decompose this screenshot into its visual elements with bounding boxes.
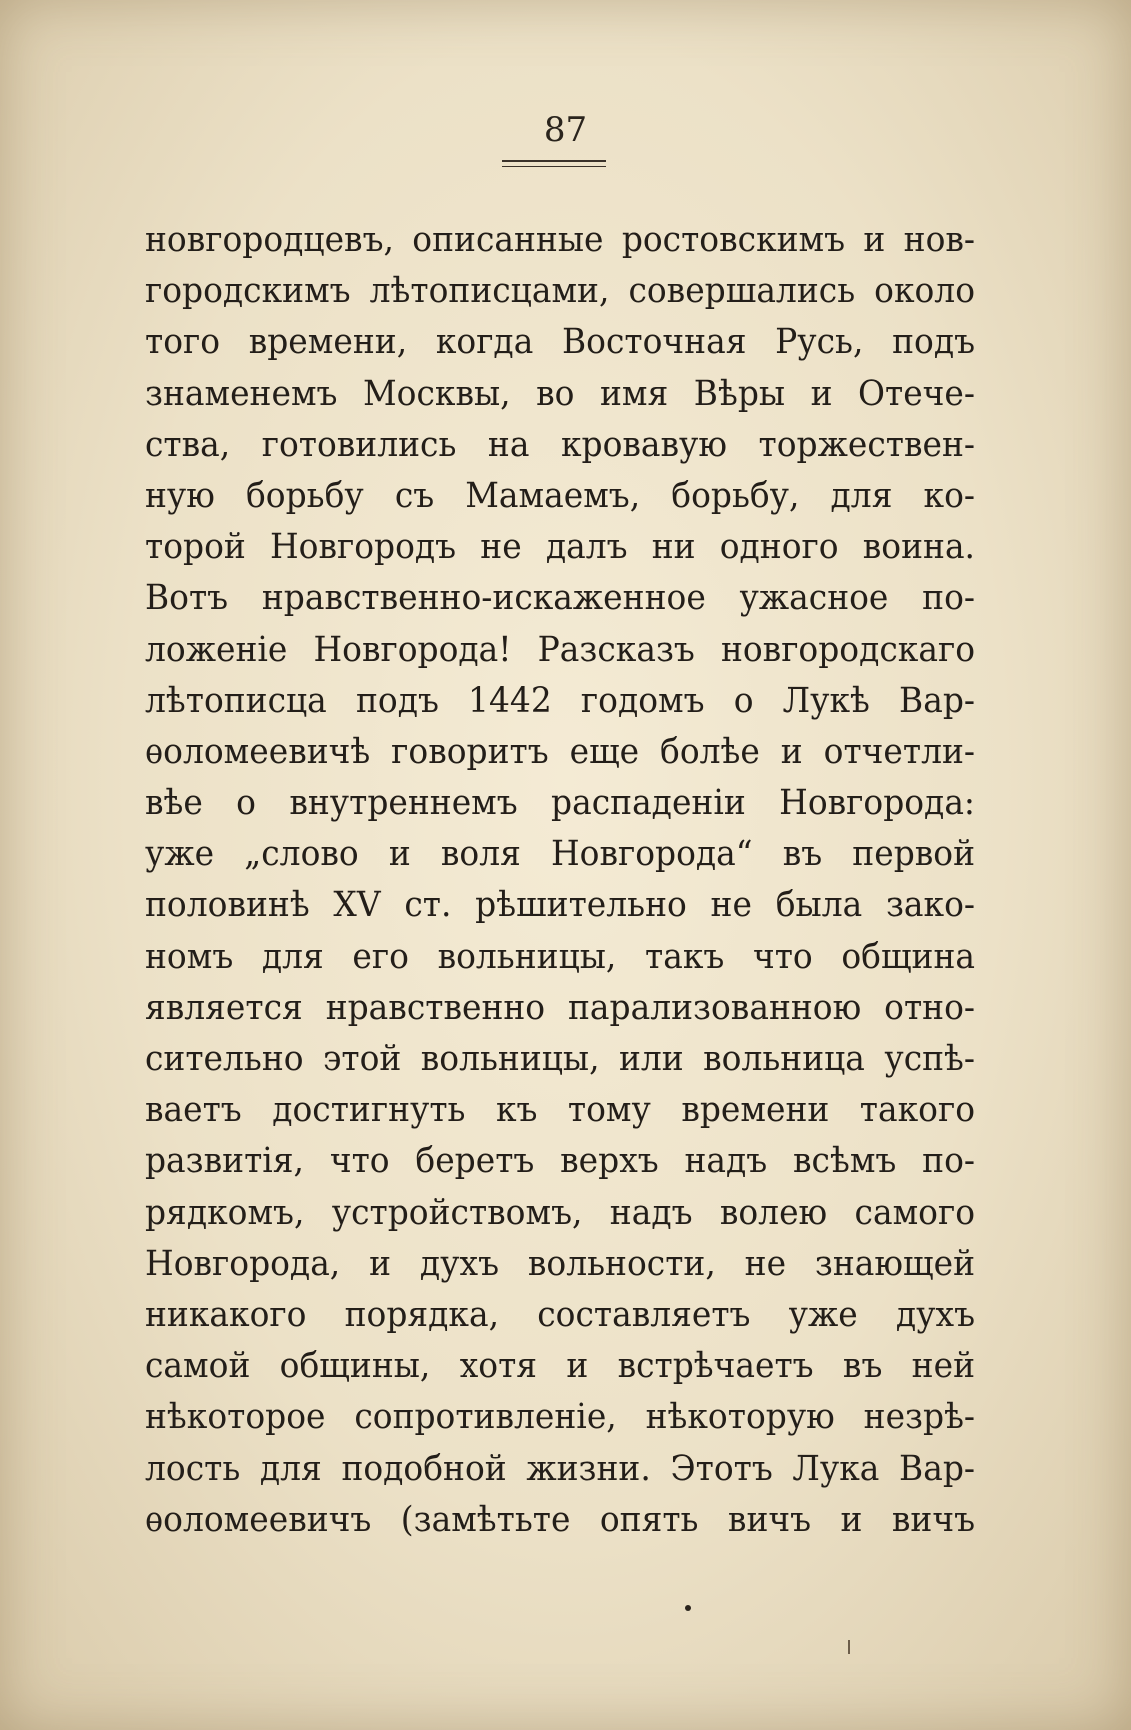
text-line-10: лѣтописца подъ 1442 годомъ о Лукѣ Вар-	[145, 680, 976, 721]
text-line-20: рядкомъ, устройствомъ, надъ волею самого	[145, 1192, 976, 1233]
page-number: 87	[543, 110, 588, 150]
text-line-6: ную борьбу съ Мамаемъ, борьбу, для ко-	[145, 475, 976, 516]
text-line-24: нѣкоторое сопротивленіе, нѣкоторую незрѣ-	[145, 1397, 976, 1438]
text-line-11: ѳоломеевичѣ говоритъ еще болѣе и отчетли-	[145, 731, 976, 772]
text-line-17: сительно этой вольницы, или вольница успѣ-	[145, 1039, 976, 1079]
text-line-9: ложеніе Новгорода! Разсказъ новгородскаго	[145, 629, 976, 670]
text-line-8: Вотъ нравственно-искаженное ужасное по-	[145, 578, 976, 619]
text-line-3: того времени, когда Восточная Русь, подъ	[145, 322, 976, 363]
text-line-23: самой общины, хотя и встрѣчаетъ въ ней	[145, 1346, 976, 1387]
text-line-16: является нравственно парализованною отно-	[145, 987, 976, 1028]
ink-mark	[848, 1640, 850, 1654]
body-text	[145, 215, 975, 1546]
text-line-26: ѳоломеевичъ (замѣтьте опять вичъ и вичъ	[145, 1499, 976, 1540]
text-line-1: новгородцевъ, описанные ростовскимъ и нов-	[145, 220, 976, 260]
text-line-21: Новгорода, и духъ вольности, не знающей	[145, 1243, 976, 1284]
text-line-13: уже „слово и воля Новгорода“ въ первой	[145, 834, 976, 875]
header-rule-thin	[502, 166, 606, 167]
text-line-22: никакого порядка, составляетъ уже духъ	[145, 1294, 976, 1335]
text-line-12: вѣе о внутреннемъ распаденіи Новгорода:	[145, 783, 976, 824]
text-line-7: торой Новгородъ не далъ ни одного воина.	[145, 527, 976, 568]
ink-speck	[685, 1605, 691, 1611]
text-line-15: номъ для его вольницы, такъ что община	[145, 936, 976, 977]
text-line-14: половинѣ XV ст. рѣшительно не была зако-	[145, 885, 976, 926]
text-line-19: развитія, что беретъ верхъ надъ всѣмъ по-	[145, 1141, 976, 1182]
text-line-25: лость для подобной жизни. Этотъ Лука Вар-	[145, 1448, 976, 1489]
text-line-2: городскимъ лѣтописцами, совершались около	[145, 271, 976, 312]
text-line-5: ства, готовились на кровавую торжествен-	[145, 424, 976, 465]
header-rule-thick	[502, 160, 606, 162]
text-line-18: ваетъ достигнуть къ тому времени такого	[145, 1090, 976, 1131]
text-line-4: знаменемъ Москвы, во имя Вѣры и Отече-	[145, 373, 976, 414]
